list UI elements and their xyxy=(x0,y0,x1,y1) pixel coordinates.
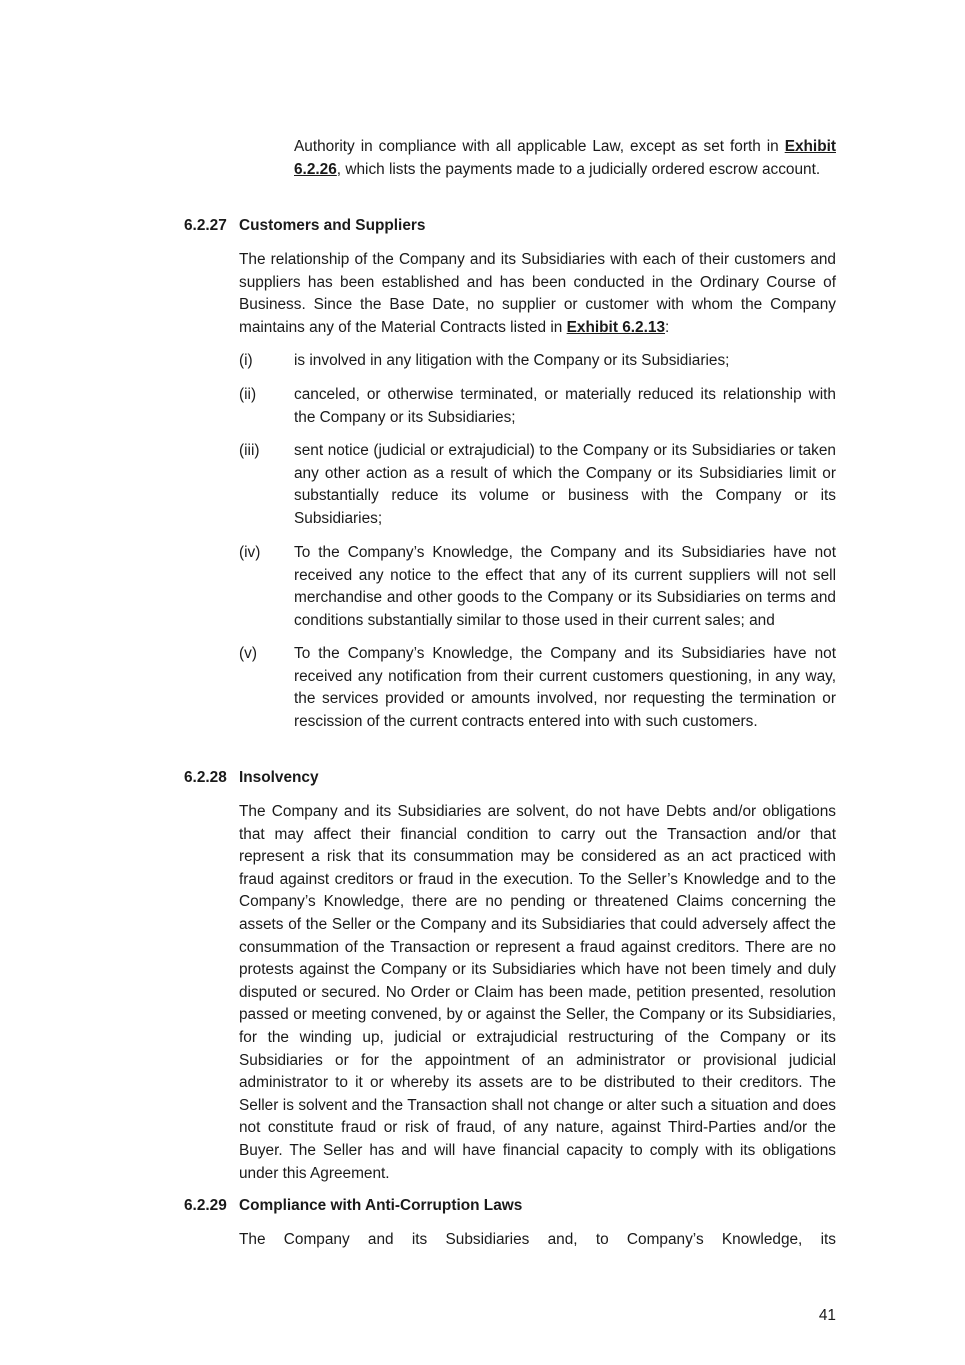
exhibit-6-2-13-reference[interactable]: Exhibit 6.2.13 xyxy=(566,318,666,336)
list-item-marker: (iii) xyxy=(239,442,260,459)
intro-text: The relationship of the Company and its Subsidiaries with each of their customers and suppliers has been established and has been conducted in the Ordinary Course of Business. Since the Base Date, no supplier or customer with whom the Company maintains any of the Material Contracts listed in xyxy=(239,251,836,336)
list-item-text: canceled, or otherwise terminated, or materially reduced its relationship with the Company or its Subsidiaries; xyxy=(294,386,836,426)
section-title: Customers and Suppliers xyxy=(239,217,426,234)
section-heading-6-2-27 xyxy=(184,215,836,238)
list-item-text: is involved in any litigation with the Company or its Subsidiaries; xyxy=(294,352,730,369)
section-6-2-28-body: The Company and its Subsidiaries are solvent, do not have Debts and/or obligations that may affect their financial condition to carry out the Transaction and/or that represent a risk that its consummation may be considered as an act practiced with fraud against creditors or fraud in the execution. To the Seller’s Knowledge and to the Company’s Knowledge, there are no pending or threatened Claims concerning the assets of the Seller or the Company and its Subsidiaries that could adversely affect the consummation of the Transaction or represent a fraud against creditors. There are no protests against the Company or its Subsidiaries which have not been timely and duly disputed or secured. No Order or Claim has been made, petition presented, resolution passed or meeting convened, by or against the Seller, the Company or its Subsidiaries, for the winding up, judicial or extrajudicial restructuring of the Company or its Subsidiaries or for the appointment of an administrator or provisional judicial administrator to it or whereby its assets are to be distributed to their creditors. The Seller is solvent and the Transaction shall not change or alter such a situation and does not constitute fraud or risk of fraud, of any nature, against Third-Parties and/or the Buyer. The Seller has and will have financial capacity to comply with its obligations under this Agreement. xyxy=(239,803,836,1182)
continuation-text-end: , which lists the payments made to a judicially ordered escrow account. xyxy=(336,160,821,178)
intro-text-end: : xyxy=(665,318,670,336)
list-item-text: To the Company’s Knowledge, the Company and its Subsidiaries have not received any notification from their current customers questioning, in any way, the services provided or amounts involved, nor requesting the termination or rescission of the current contracts entered into with such customers. xyxy=(294,645,836,730)
section-number: 6.2.29 xyxy=(184,1197,227,1214)
list-item-text: sent notice (judicial or extrajudicial) to the Company or its Subsidiaries or taken any other action as a result of which the Company or its Subsidiaries limit or substantially reduce its volume or business with the Company or its Subsidiaries; xyxy=(294,442,836,527)
section-heading-6-2-28 xyxy=(184,767,836,790)
list-item-marker: (v) xyxy=(239,645,257,662)
section-6-2-27-intro xyxy=(239,249,836,339)
section-heading-6-2-29 xyxy=(184,1195,836,1218)
section-number: 6.2.28 xyxy=(184,769,227,786)
list-item-marker: (ii) xyxy=(239,386,257,403)
list-item-text: To the Company’s Knowledge, the Company and its Subsidiaries have not received any notice to the effect that any of its current suppliers will not sell merchandise and other goods to the Company or its Subsidiaries on terms and conditions substantially similar to those used in their current sales; and xyxy=(294,544,836,629)
section-number: 6.2.27 xyxy=(184,217,227,234)
exhibit-6-2-26-reference[interactable]: Exhibit 6.2.26 xyxy=(294,138,836,178)
section-6-2-29-body: The Company and its Subsidiaries and, to Company’s Knowledge, its xyxy=(239,1231,836,1248)
list-item-marker: (iv) xyxy=(239,544,261,561)
section-title: Insolvency xyxy=(239,769,319,786)
continuation-text-start: Authority in compliance with all applicable Law, except as set forth in xyxy=(294,138,785,155)
list-item-marker: (i) xyxy=(239,352,253,369)
continuation-paragraph xyxy=(294,136,836,181)
page-number: 41 xyxy=(818,1307,836,1324)
section-title: Compliance with Anti-Corruption Laws xyxy=(239,1197,523,1214)
